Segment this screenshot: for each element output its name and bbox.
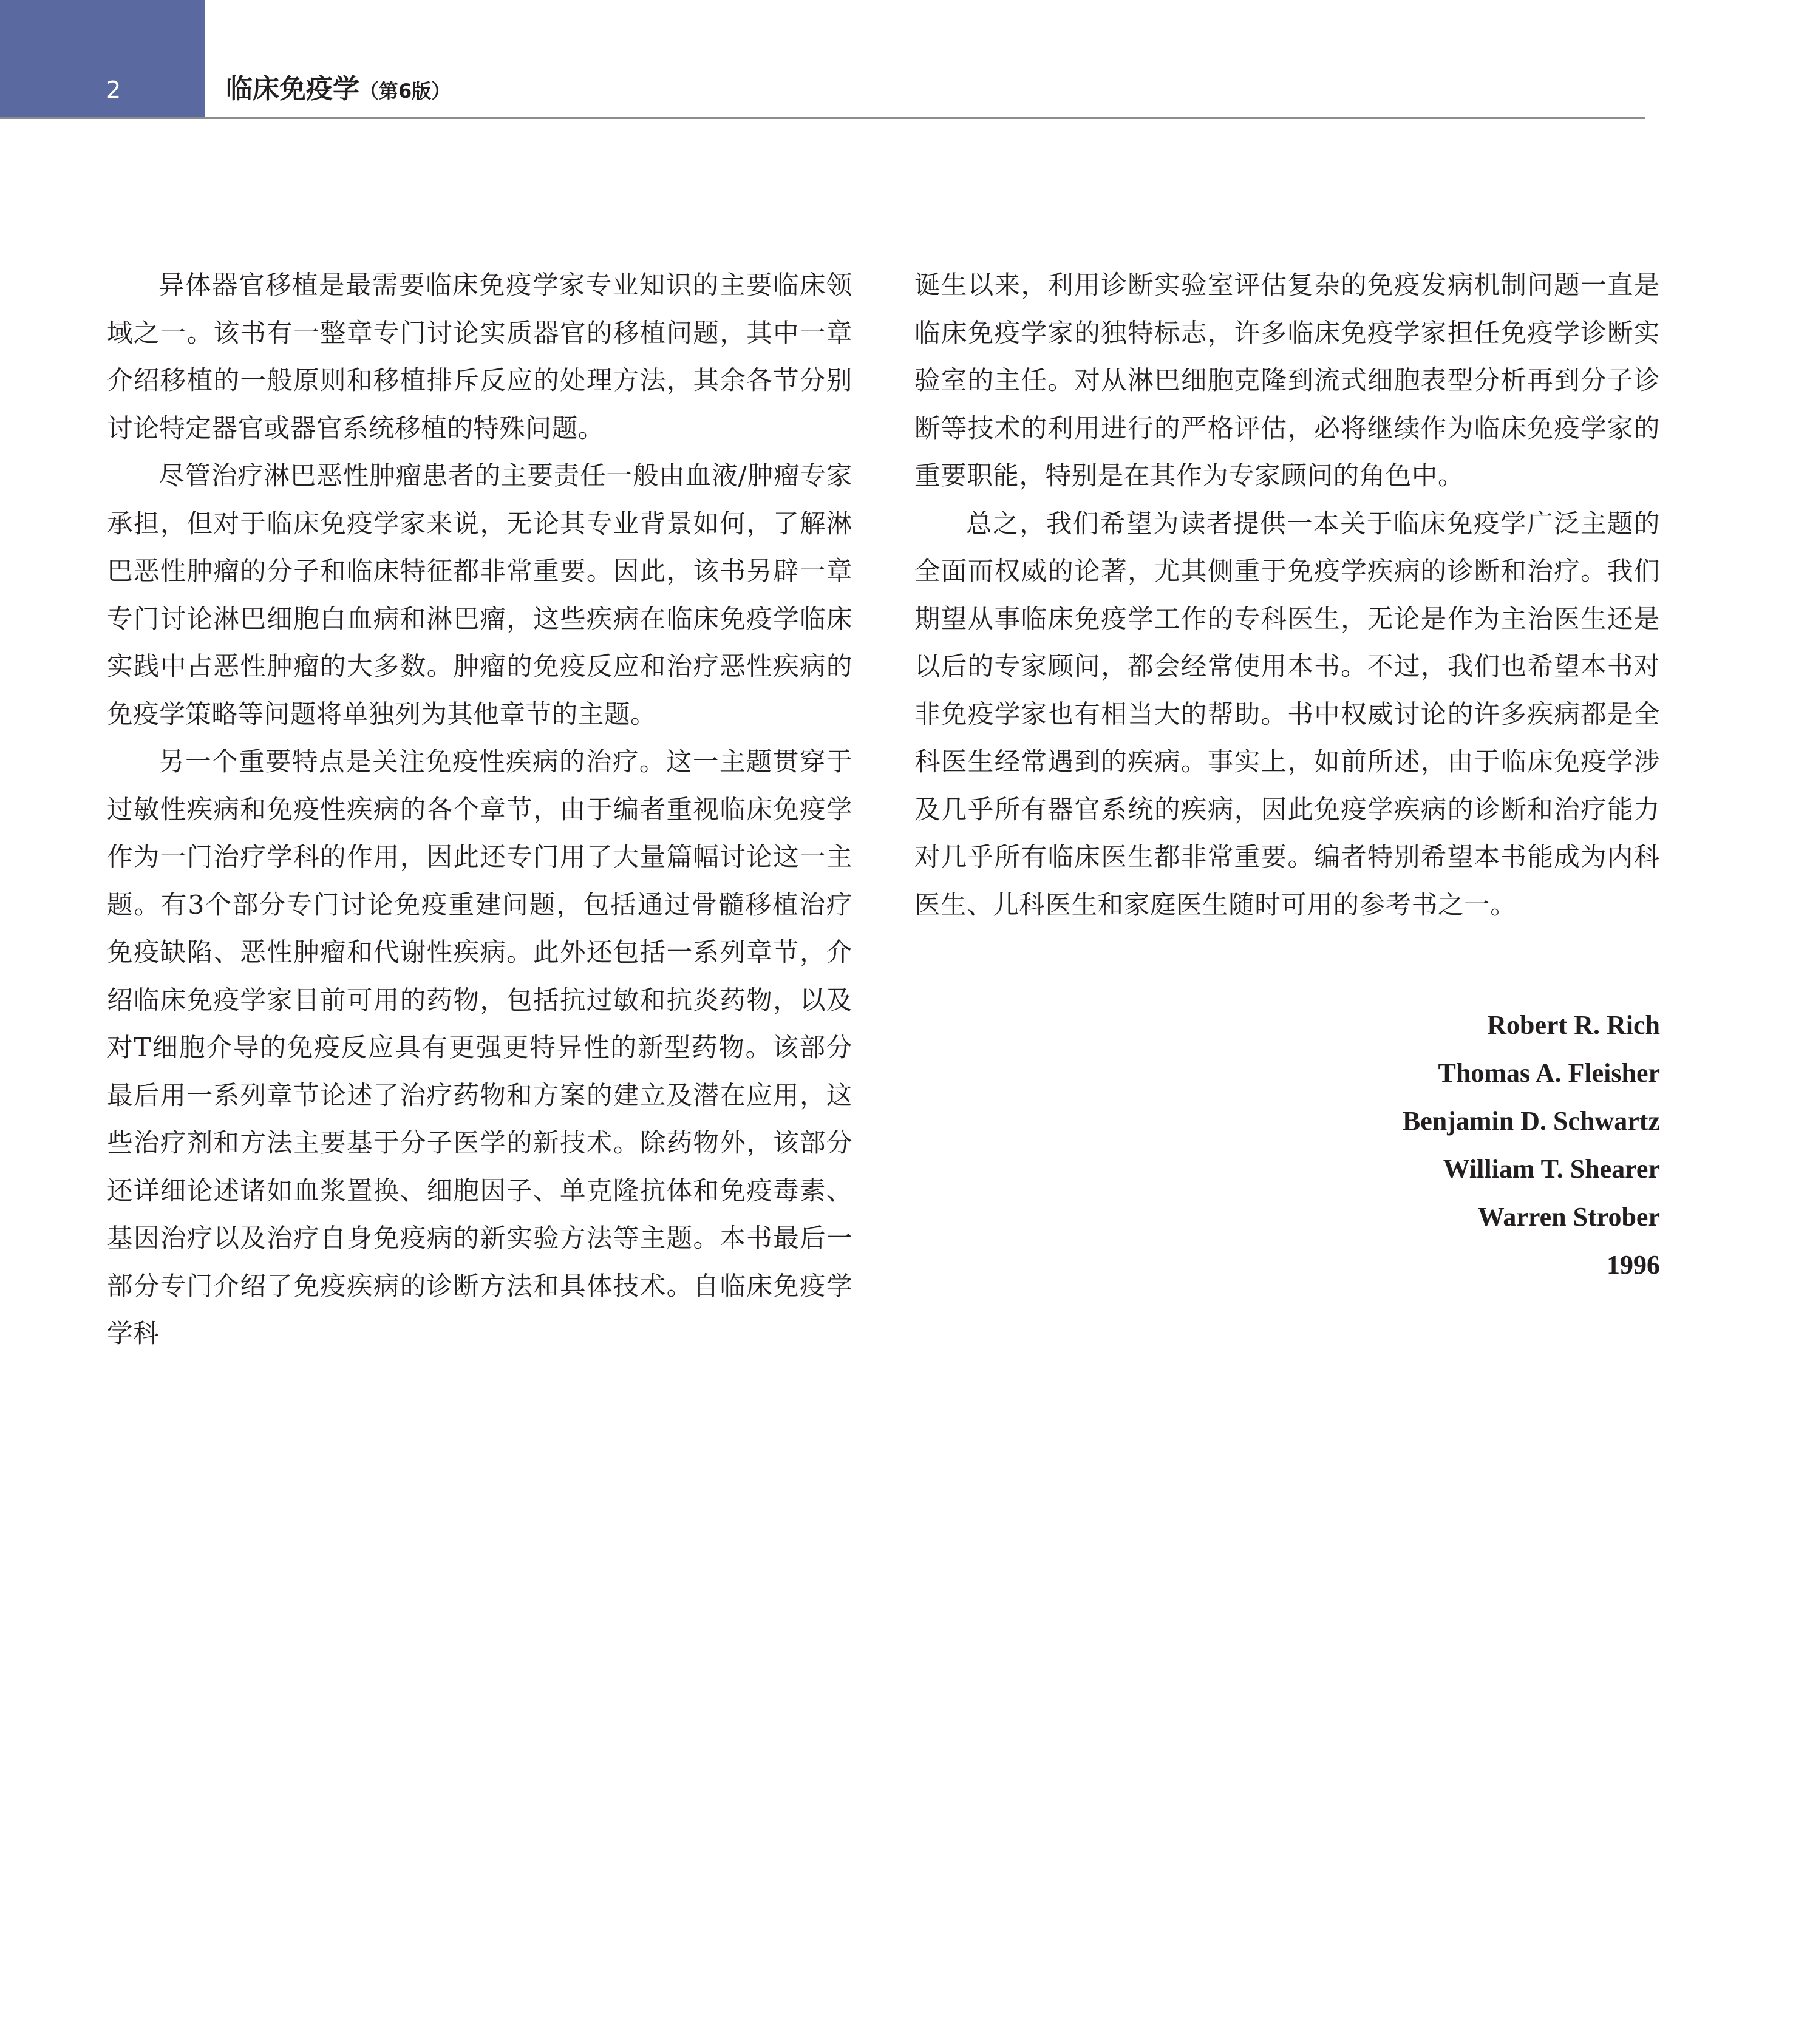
right-column bbox=[914, 262, 1660, 1289]
edition-label: （第6版） bbox=[359, 80, 451, 103]
signature-name: Robert R. Rich bbox=[1487, 1010, 1660, 1040]
signature-name: Thomas A. Fleisher bbox=[1438, 1058, 1660, 1088]
paragraph-continued: 诞生以来，利用诊断实验室评估复杂的免疫发病机制问题一直是临床免疫学家的独特标志，许多临床免疫学家担任免疫学诊断实验室的主任。对从淋巴细胞克隆到流式细胞表型分析再到分子诊断等技术的利用进行的严格评估，必将继续作为临床免疫学家的重要职能，特别是在其作为专家顾问的角色中。 bbox=[914, 271, 1660, 491]
signature-name: William T. Shearer bbox=[1443, 1154, 1660, 1184]
running-title bbox=[226, 73, 451, 107]
page-number: 2 bbox=[106, 76, 121, 103]
paragraph: 异体器官移植是最需要临床免疫学家专业知识的主要临床领域之一。该书有一整章专门讨论实质器官的移植问题，其中一章介绍移植的一般原则和移植排斥反应的处理方法，其余各节分别讨论特定器官或器官系统移植的特殊问题。 bbox=[107, 271, 852, 444]
paragraph: 总之，我们希望为读者提供一本关于临床免疫学广泛主题的全面而权威的论著，尤其侧重于免疫学疾病的诊断和治疗。我们期望从事临床免疫学工作的专科医生，无论是作为主治医生还是以后的专家顾问，都会经常使用本书。不过，我们也希望本书对非免疫学家也有相当大的帮助。书中权威讨论的许多疾病都是全科医生经常遇到的疾病。事实上，如前所述，由于临床免疫学涉及几乎所有器官系统的疾病，因此免疫学疾病的诊断和治疗能力对几乎所有临床医生都非常重要。编者特别希望本书能成为内科医生、儿科医生和家庭医生随时可用的参考书之一。 bbox=[914, 509, 1660, 920]
paragraph: 尽管治疗淋巴恶性肿瘤患者的主要责任一般由血液/肿瘤专家承担，但对于临床免疫学家来说，无论其专业背景如何，了解淋巴恶性肿瘤的分子和临床特征都非常重要。因此，该书另辟一章专门讨论淋巴细胞白血病和淋巴瘤，这些疾病在临床免疫学临床实践中占恶性肿瘤的大多数。肿瘤的免疫反应和治疗恶性疾病的免疫学策略等问题将单独列为其他章节的主题。 bbox=[107, 461, 852, 730]
left-column bbox=[107, 262, 852, 1359]
signature-name: Benjamin D. Schwartz bbox=[1402, 1106, 1660, 1136]
header-rule bbox=[0, 117, 1645, 119]
header-tab bbox=[0, 0, 205, 118]
signatures bbox=[914, 1001, 1660, 1289]
signature-name: Warren Strober bbox=[1477, 1202, 1660, 1232]
signature-year: 1996 bbox=[1607, 1250, 1660, 1280]
book-title: 临床免疫学 bbox=[226, 73, 359, 104]
paragraph: 另一个重要特点是关注免疫性疾病的治疗。这一主题贯穿于过敏性疾病和免疫性疾病的各个章节，由于编者重视临床免疫学作为一门治疗学科的作用，因此还专门用了大量篇幅讨论这一主题。有3个部分专门讨论免疫重建问题，包括通过骨髓移植治疗免疫缺陷、恶性肿瘤和代谢性疾病。此外还包括一系列章节，介绍临床免疫学家目前可用的药物，包括抗过敏和抗炎药物，以及对T细胞介导的免疫反应具有更强更特异性的新型药物。该部分最后用一系列章节论述了治疗药物和方案的建立及潜在应用，这些治疗剂和方法主要基于分子医学的新技术。除药物外，该部分还详细论述诸如血浆置换、细胞因子、单克隆抗体和免疫毒素、基因治疗以及治疗自身免疫病的新实验方法等主题。本书最后一部分专门介绍了免疫疾病的诊断方法和具体技术。自临床免疫学学科 bbox=[107, 747, 852, 1349]
